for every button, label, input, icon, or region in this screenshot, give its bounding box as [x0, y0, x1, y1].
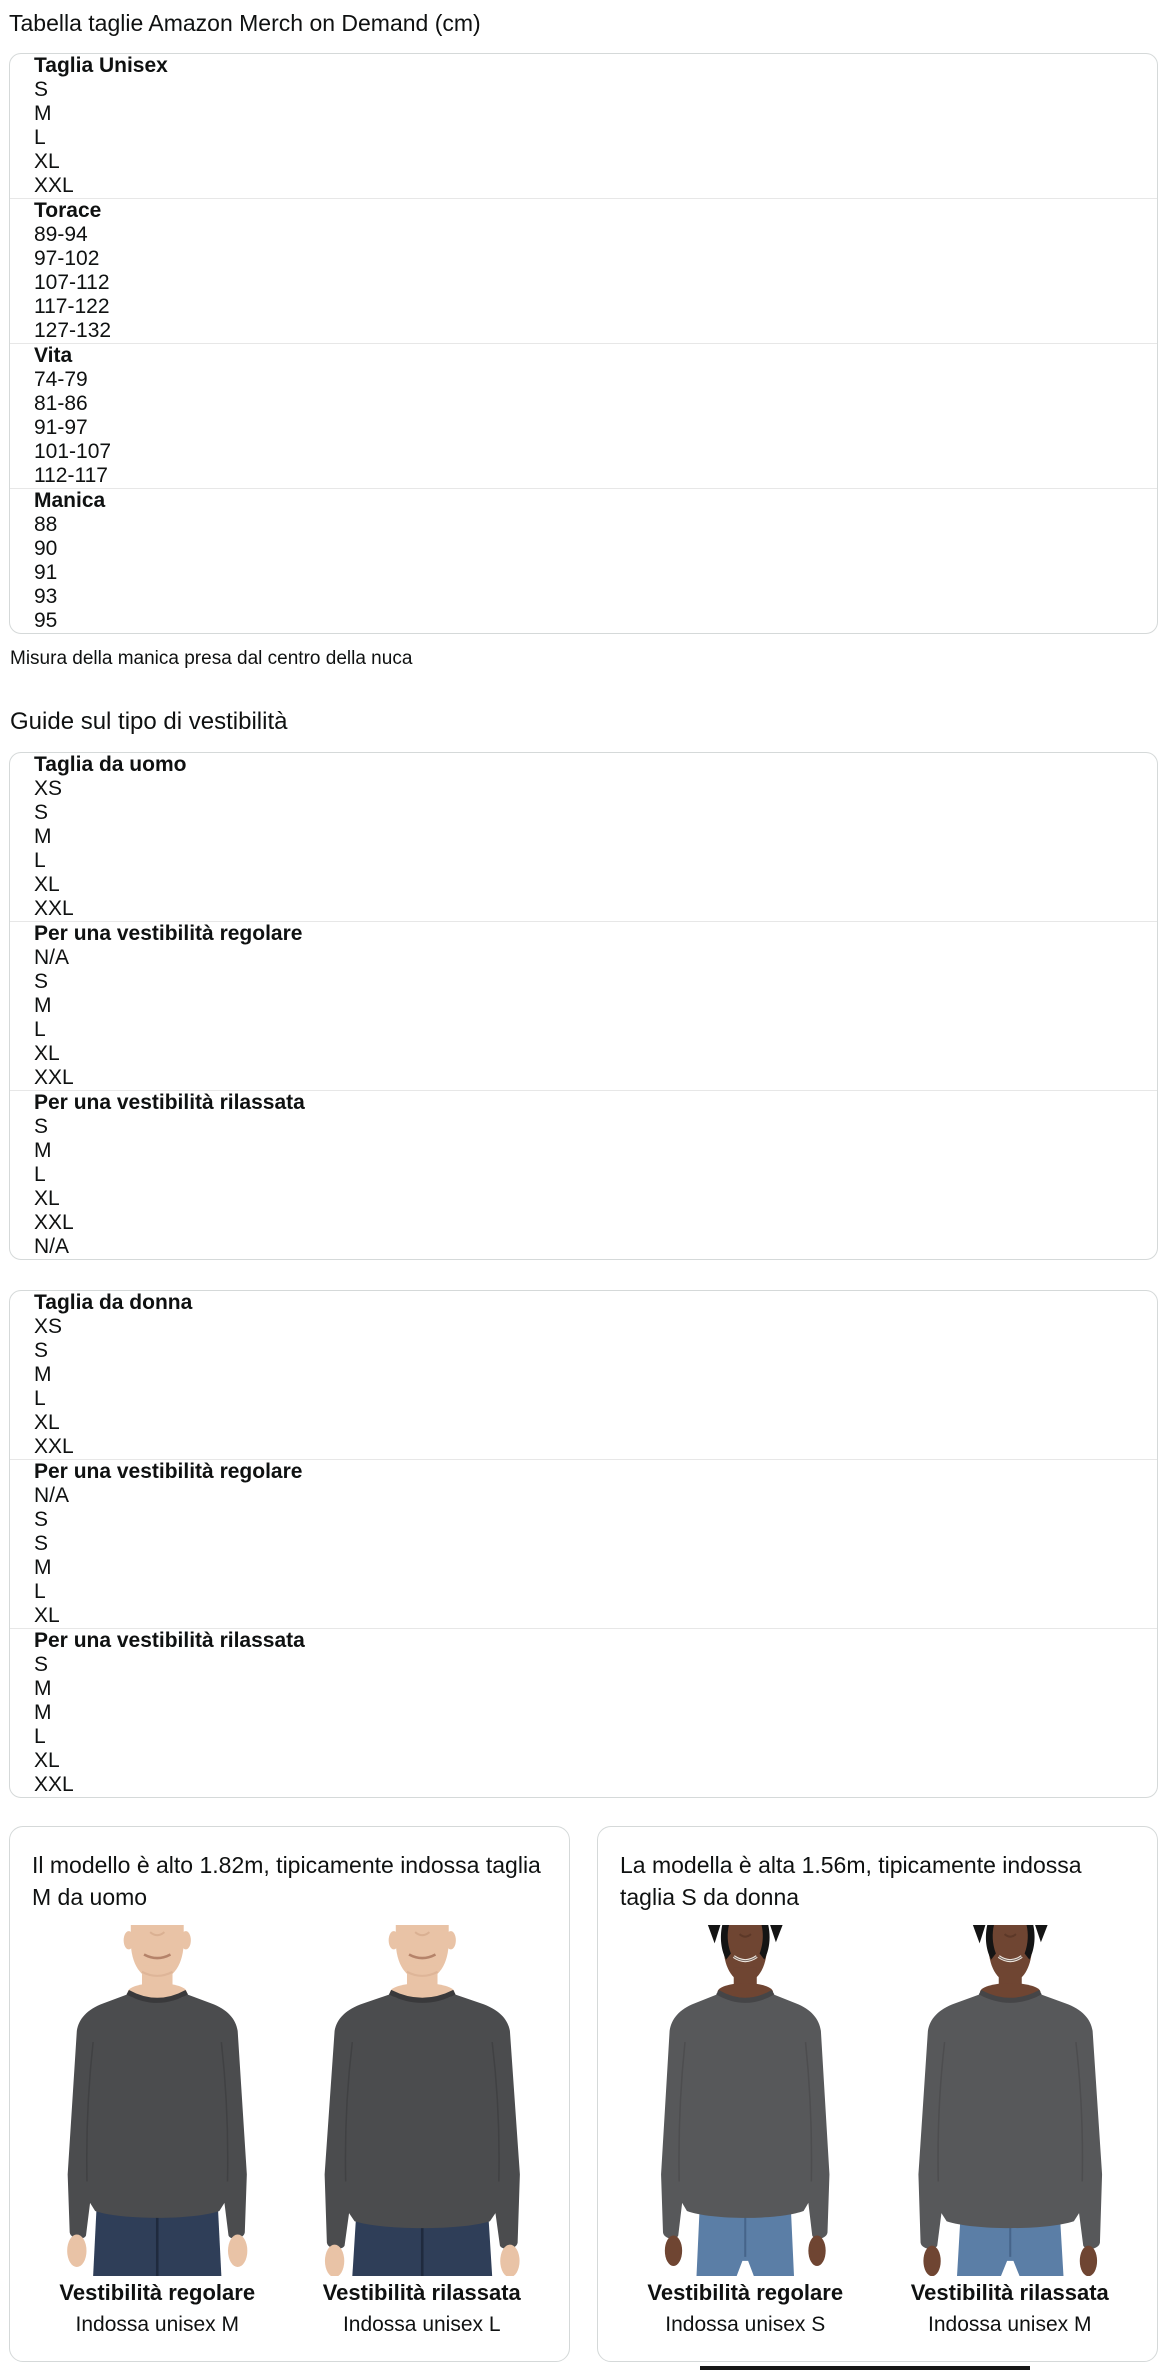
cell-value: N/A	[34, 946, 70, 969]
figures-row	[30, 1925, 549, 2337]
cell-value: L	[34, 1580, 46, 1603]
cell-value: M	[34, 1556, 52, 1579]
cell-value: 97-102	[34, 247, 100, 270]
cell-value: S	[34, 1115, 49, 1138]
cell-value: XL	[34, 1042, 60, 1065]
cell-value: S	[34, 1653, 49, 1676]
model-figure	[295, 1925, 550, 2337]
cell-value: L	[34, 1725, 46, 1748]
fit-type-label: Vestibilità regolare	[647, 2280, 844, 2306]
cell-value: XXL	[34, 1773, 74, 1796]
row-label: Per una vestibilità regolare	[34, 922, 303, 945]
cell-value: N/A	[34, 1484, 70, 1507]
size-table	[9, 53, 1158, 634]
cell-value: 107-112	[34, 271, 110, 294]
cell-value: XXL	[34, 174, 74, 197]
cell-value: 95	[34, 609, 58, 632]
cell-value: S	[34, 1508, 49, 1531]
cell-value: L	[34, 849, 46, 872]
cell-value: XL	[34, 1749, 60, 1772]
row-label: Taglia da uomo	[34, 753, 187, 776]
worn-size-label: Indossa unisex M	[928, 2313, 1092, 2337]
cell-value: XXL	[34, 897, 74, 920]
row-label: Torace	[34, 199, 102, 222]
cell-value: XL	[34, 1187, 60, 1210]
cell-value: S	[34, 801, 49, 824]
cell-value: XXL	[34, 1435, 74, 1458]
cell-value: L	[34, 126, 46, 149]
cell-value: 91	[34, 561, 58, 584]
cell-value: XL	[34, 873, 60, 896]
model-card-women	[597, 1826, 1158, 2362]
figures-row	[618, 1925, 1137, 2337]
model-photo	[883, 1925, 1138, 2276]
table-row	[10, 198, 1157, 343]
row-label: Per una vestibilità rilassata	[34, 1629, 305, 1652]
cell-value: 117-122	[34, 295, 110, 318]
row-label: Taglia da donna	[34, 1291, 193, 1314]
model-cards	[9, 1826, 1158, 2370]
table-row	[10, 1459, 1157, 1628]
table-row	[10, 488, 1157, 633]
cell-value: XL	[34, 1604, 60, 1627]
cell-value: 90	[34, 537, 58, 560]
row-label: Per una vestibilità regolare	[34, 1460, 303, 1483]
table-row	[10, 1090, 1157, 1259]
cell-value: L	[34, 1018, 46, 1041]
cell-value: S	[34, 970, 49, 993]
worn-size-label: Indossa unisex L	[342, 2313, 501, 2337]
cell-value: S	[34, 1339, 49, 1362]
cell-value: 74-79	[34, 368, 88, 391]
cell-value: 112-117	[34, 464, 108, 487]
model-description: Il modello è alto 1.82m, tipicamente indossa taglia M da uomo	[32, 1852, 541, 1910]
cell-value: 101-107	[34, 440, 112, 463]
cell-value: XL	[34, 1411, 60, 1434]
cell-value: M	[34, 825, 52, 848]
cell-value: L	[34, 1163, 46, 1186]
row-label: Manica	[34, 489, 106, 512]
cell-value: N/A	[34, 1235, 70, 1258]
table-row	[10, 1628, 1157, 1797]
cell-value: 91-97	[34, 416, 88, 439]
model-card-men	[9, 1826, 570, 2362]
model-figure	[30, 1925, 285, 2337]
table-header-row	[10, 753, 1157, 921]
cell-value: M	[34, 1363, 52, 1386]
model-photo	[30, 1925, 285, 2276]
cell-value: M	[34, 1139, 52, 1162]
cell-value: M	[34, 994, 52, 1017]
cell-value: 89-94	[34, 223, 88, 246]
page-title: Tabella taglie Amazon Merch on Demand (cm)	[9, 10, 481, 36]
row-label: Per una vestibilità rilassata	[34, 1091, 305, 1114]
fit-type-label: Vestibilità rilassata	[322, 2280, 521, 2306]
worn-size-label: Indossa unisex M	[75, 2313, 239, 2337]
cell-value: XXL	[34, 1066, 74, 1089]
table-header-row	[10, 1291, 1157, 1459]
sleeve-footnote: Misura della manica presa dal centro della nuca	[10, 648, 413, 669]
cell-value: 88	[34, 513, 58, 536]
cell-value: XXL	[34, 1211, 74, 1234]
table-header-row	[10, 54, 1157, 198]
cell-value: M	[34, 102, 52, 125]
cell-value: XS	[34, 777, 63, 800]
cell-value: L	[34, 1387, 46, 1410]
model-description: La modella è alta 1.56m, tipicamente indossa taglia S da donna	[620, 1852, 1082, 1910]
cell-value: S	[34, 1532, 49, 1555]
cell-value: XS	[34, 1315, 63, 1338]
women-fit-table	[9, 1290, 1158, 1798]
model-photo	[295, 1925, 550, 2276]
cell-value: 127-132	[34, 319, 112, 342]
cell-value: 93	[34, 585, 58, 608]
model-figure	[883, 1925, 1138, 2337]
model-figure	[618, 1925, 873, 2337]
cell-value: XL	[34, 150, 60, 173]
model-photo	[618, 1925, 873, 2276]
bottom-bar	[700, 2366, 1030, 2370]
table-row	[10, 921, 1157, 1090]
fit-type-label: Vestibilità rilassata	[910, 2280, 1109, 2306]
cell-value: 81-86	[34, 392, 88, 415]
row-label: Vita	[34, 344, 73, 367]
fit-type-label: Vestibilità regolare	[59, 2280, 256, 2306]
worn-size-label: Indossa unisex S	[665, 2313, 826, 2337]
row-label: Taglia Unisex	[34, 54, 168, 77]
men-fit-table	[9, 752, 1158, 1260]
fit-guide-heading: Guide sul tipo di vestibilità	[10, 708, 288, 735]
table-row	[10, 343, 1157, 488]
cell-value: S	[34, 78, 49, 101]
cell-value: M	[34, 1701, 52, 1724]
cell-value: M	[34, 1677, 52, 1700]
